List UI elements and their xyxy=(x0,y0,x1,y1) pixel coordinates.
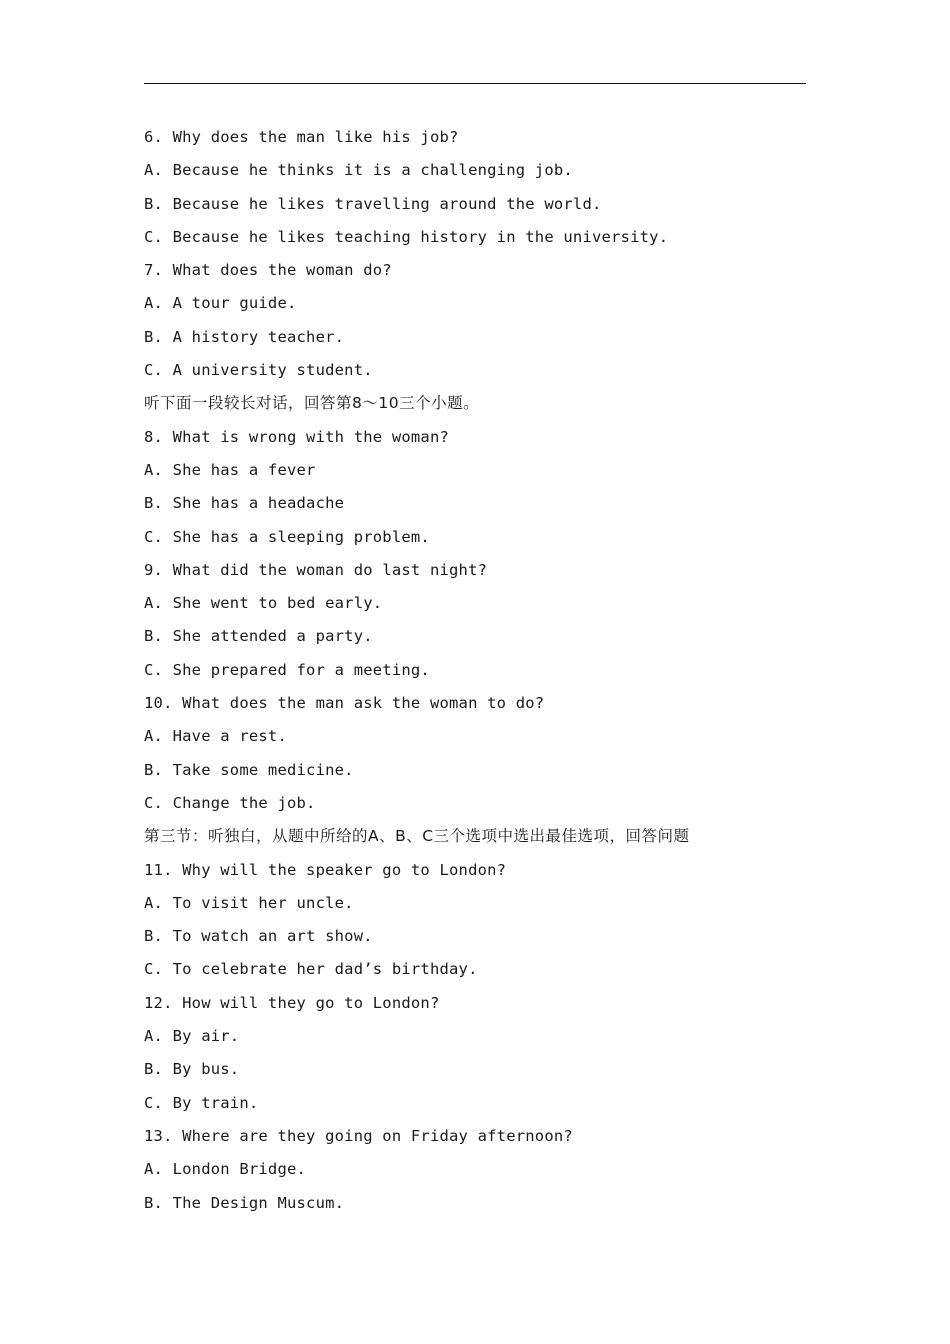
option-6a: A. Because he thinks it is a challenging job. xyxy=(144,161,573,180)
option-6c: C. Because he likes teaching history in the university. xyxy=(144,227,669,246)
question-6: 6. Why does the man like his job? xyxy=(144,128,459,146)
option-10c: C. Change the job. xyxy=(144,793,316,812)
question-7: 7. What does the woman do? xyxy=(144,261,392,280)
document-body xyxy=(144,126,806,1225)
option-12c: C. By train. xyxy=(144,1093,259,1112)
option-11a: A. To visit her uncle. xyxy=(144,893,354,912)
option-10b: B. Take some medicine. xyxy=(144,760,354,779)
question-13: 13. Where are they going on Friday afternoon? xyxy=(144,1126,573,1145)
option-7a: A. A tour guide. xyxy=(144,294,297,313)
question-10: 10. What does the man ask the woman to do? xyxy=(144,694,545,713)
section-3-heading: 第三节：听独白，从题中所给的A、B、C三个选项中选出最佳选项，回答问题 xyxy=(144,827,690,846)
option-13a: A. London Bridge. xyxy=(144,1160,307,1179)
option-12b: B. By bus. xyxy=(144,1060,240,1079)
option-9c: C. She prepared for a meeting. xyxy=(144,660,430,679)
question-8: 8. What is wrong with the woman? xyxy=(144,427,450,446)
option-9a: A. She went to bed early. xyxy=(144,594,383,613)
question-11: 11. Why will the speaker go to London? xyxy=(144,860,507,879)
question-9: 9. What did the woman do last night? xyxy=(144,560,488,579)
option-8a: A. She has a fever xyxy=(144,460,316,479)
option-8b: B. She has a headache xyxy=(144,494,345,513)
option-7c: C. A university student. xyxy=(144,361,373,380)
option-6b: B. Because he likes travelling around the world. xyxy=(144,194,602,213)
section-instruction-8-10: 听下面一段较长对话，回答第8～10三个小题。 xyxy=(144,394,480,413)
option-11b: B. To watch an art show. xyxy=(144,927,373,946)
option-13b: B. The Design Muscum. xyxy=(144,1193,345,1212)
option-12a: A. By air. xyxy=(144,1027,240,1046)
option-8c: C. She has a sleeping problem. xyxy=(144,527,430,546)
question-12: 12. How will they go to London? xyxy=(144,993,440,1012)
option-7b: B. A history teacher. xyxy=(144,327,345,346)
header-rule xyxy=(144,83,806,84)
option-9b: B. She attended a party. xyxy=(144,627,373,646)
option-11c: C. To celebrate her dad’s birthday. xyxy=(144,960,478,979)
option-10a: A. Have a rest. xyxy=(144,727,287,746)
